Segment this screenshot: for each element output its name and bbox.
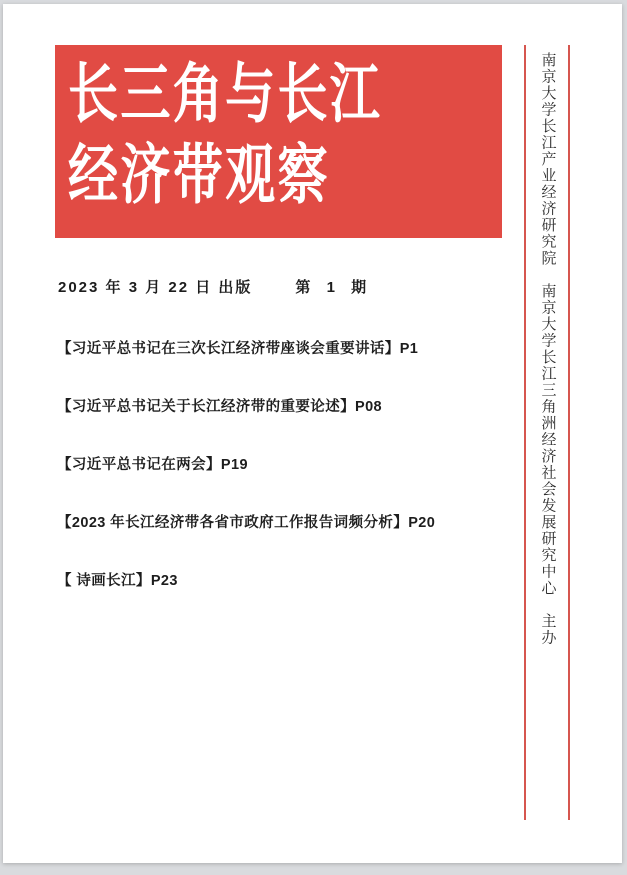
toc-item-page: P08 [355,399,382,415]
toc-item [57,453,477,473]
toc-item [57,569,477,589]
toc-item-page: P20 [408,515,436,531]
toc-item-page: P1 [399,341,419,357]
cover-page [3,4,622,863]
masthead-banner [55,45,502,238]
toc-item-page: P23 [150,573,178,589]
masthead-title-line-1: 长三角与长江 [68,57,383,130]
publisher-vertical-text: 南京大学长江产业经济研究院 南京大学长江三角洲经济社会发展研究中心 主办 [539,52,556,646]
toc-item [57,511,477,531]
publication-date: 2023 年 3 月 22 日 出版 [58,279,253,296]
toc-item-page: P19 [220,457,248,473]
toc-item [57,337,477,357]
masthead-title [68,53,382,215]
publication-info [58,276,372,297]
masthead-title-line-2: 经济带观察 [68,138,330,211]
toc-item-title: 【习近平总书记在三次长江经济带座谈会重要讲话】 [57,341,400,357]
table-of-contents [57,337,477,627]
toc-item-title: 【习近平总书记在两会】 [57,457,221,473]
toc-item-title: 【2023 年长江经济带各省市政府工作报告词频分析】 [57,515,409,531]
toc-item [57,395,477,415]
issue-number: 第 1 期 [295,279,373,296]
toc-item-title: 【习近平总书记关于长江经济带的重要论述】 [57,399,355,415]
toc-item-title: 【 诗画长江】 [57,573,151,589]
